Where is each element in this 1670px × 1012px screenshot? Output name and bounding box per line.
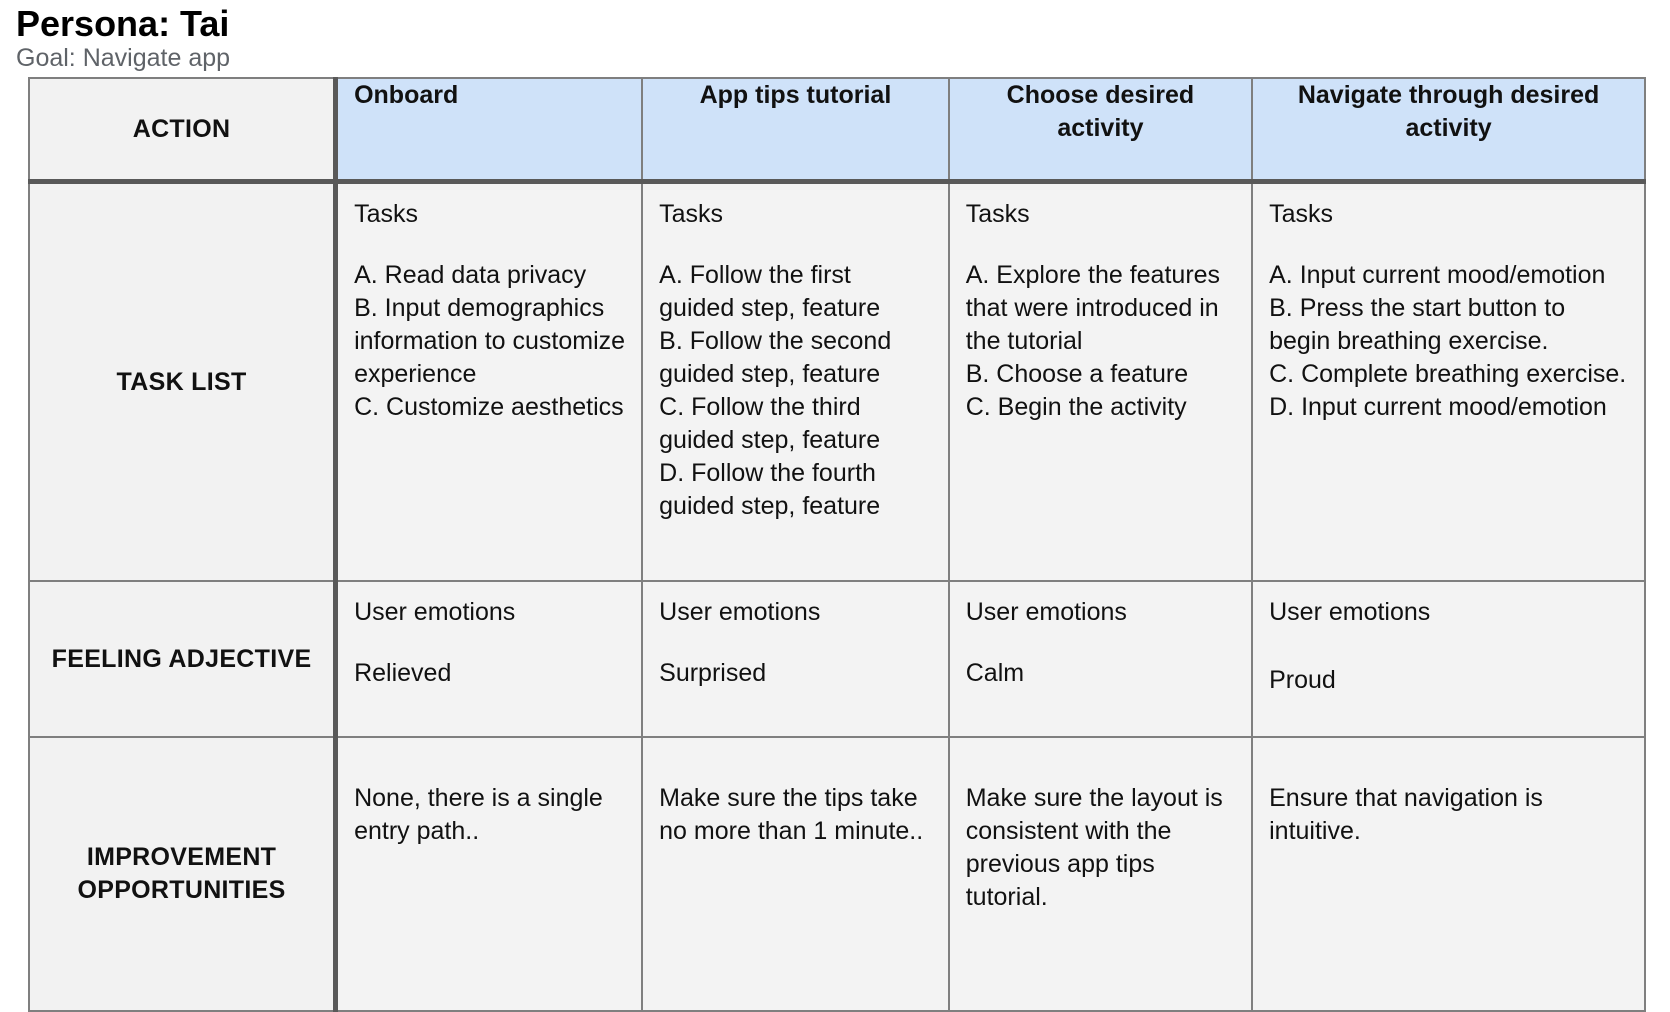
task-item: C. Begin the activity (965, 393, 1187, 421)
improvement-row (29, 737, 1645, 1011)
emotion-cell-onboard (336, 581, 643, 737)
row-label-improvement-line2: OPPORTUNITIES (77, 876, 286, 904)
stage-header-choose-activity: Choose desired activity (949, 78, 1252, 182)
tasks-cell-onboard (336, 182, 643, 582)
journey-map-table (28, 77, 1646, 1012)
row-label-feeling: FEELING ADJECTIVE (29, 581, 336, 737)
task-item: A. Explore the features that were introduced in the tutorial (965, 261, 1221, 355)
tasks-cell-navigate-activity (1252, 182, 1645, 582)
page-title: Persona: Tai (16, 3, 230, 44)
emotions-heading: User emotions (965, 598, 1127, 626)
emotions-heading: User emotions (1269, 598, 1431, 626)
emotion-cell-app-tips (642, 581, 949, 737)
task-item: C. Follow the third guided step, feature (659, 393, 881, 454)
task-item: A. Follow the first guided step, feature (659, 261, 881, 322)
improvement-cell-onboard: None, there is a single entry path.. (336, 737, 643, 1011)
emotions-heading: User emotions (354, 598, 516, 626)
emotion-cell-choose-activity (949, 581, 1252, 737)
improvement-cell-choose-activity: Make sure the layout is consistent with the previous app tips tutorial. (949, 737, 1252, 1011)
task-item: B. Follow the second guided step, feature (659, 327, 892, 388)
task-item: D. Follow the fourth guided step, feature (659, 459, 881, 520)
task-item: B. Input demographics information to customize experience (354, 294, 626, 388)
improvement-cell-app-tips: Make sure the tips take no more than 1 minute.. (642, 737, 949, 1011)
tasks-cell-choose-activity (949, 182, 1252, 582)
emotion-cell-navigate-activity (1252, 581, 1645, 737)
action-row (29, 78, 1645, 182)
task-item: A. Input current mood/emotion (1269, 261, 1606, 289)
tasks-cell-app-tips (642, 182, 949, 582)
row-label-improvement (29, 737, 336, 1011)
task-item: A. Read data privacy (354, 261, 587, 289)
emotions-heading: User emotions (659, 598, 821, 626)
task-item: C. Complete breathing exercise. (1269, 360, 1627, 388)
stage-header-onboard: Onboard (336, 78, 643, 182)
stage-header-app-tips: App tips tutorial (642, 78, 949, 182)
task-item: D. Input current mood/emotion (1269, 393, 1607, 421)
task-item: B. Press the start button to begin breathing exercise. (1269, 294, 1566, 355)
improvement-cell-navigate-activity: Ensure that navigation is intuitive. (1252, 737, 1645, 1011)
row-label-improvement-line1: IMPROVEMENT (86, 843, 277, 871)
row-label-task-list: TASK LIST (29, 182, 336, 582)
feeling-row (29, 581, 1645, 737)
task-item: C. Customize aesthetics (354, 393, 624, 421)
emotion-value: Proud (1269, 666, 1336, 694)
task-list-row (29, 182, 1645, 582)
emotion-value: Relieved (354, 659, 452, 687)
goal-subtitle: Goal: Navigate app (16, 44, 231, 72)
task-item: B. Choose a feature (965, 360, 1189, 388)
tasks-heading: Tasks (1269, 200, 1334, 228)
tasks-heading: Tasks (354, 200, 418, 228)
tasks-heading: Tasks (965, 200, 1030, 228)
row-label-action: ACTION (29, 78, 336, 182)
emotion-value: Surprised (659, 659, 767, 687)
emotion-value: Calm (965, 659, 1025, 687)
tasks-heading: Tasks (659, 200, 724, 228)
stage-header-navigate-activity: Navigate through desired activity (1252, 78, 1645, 182)
